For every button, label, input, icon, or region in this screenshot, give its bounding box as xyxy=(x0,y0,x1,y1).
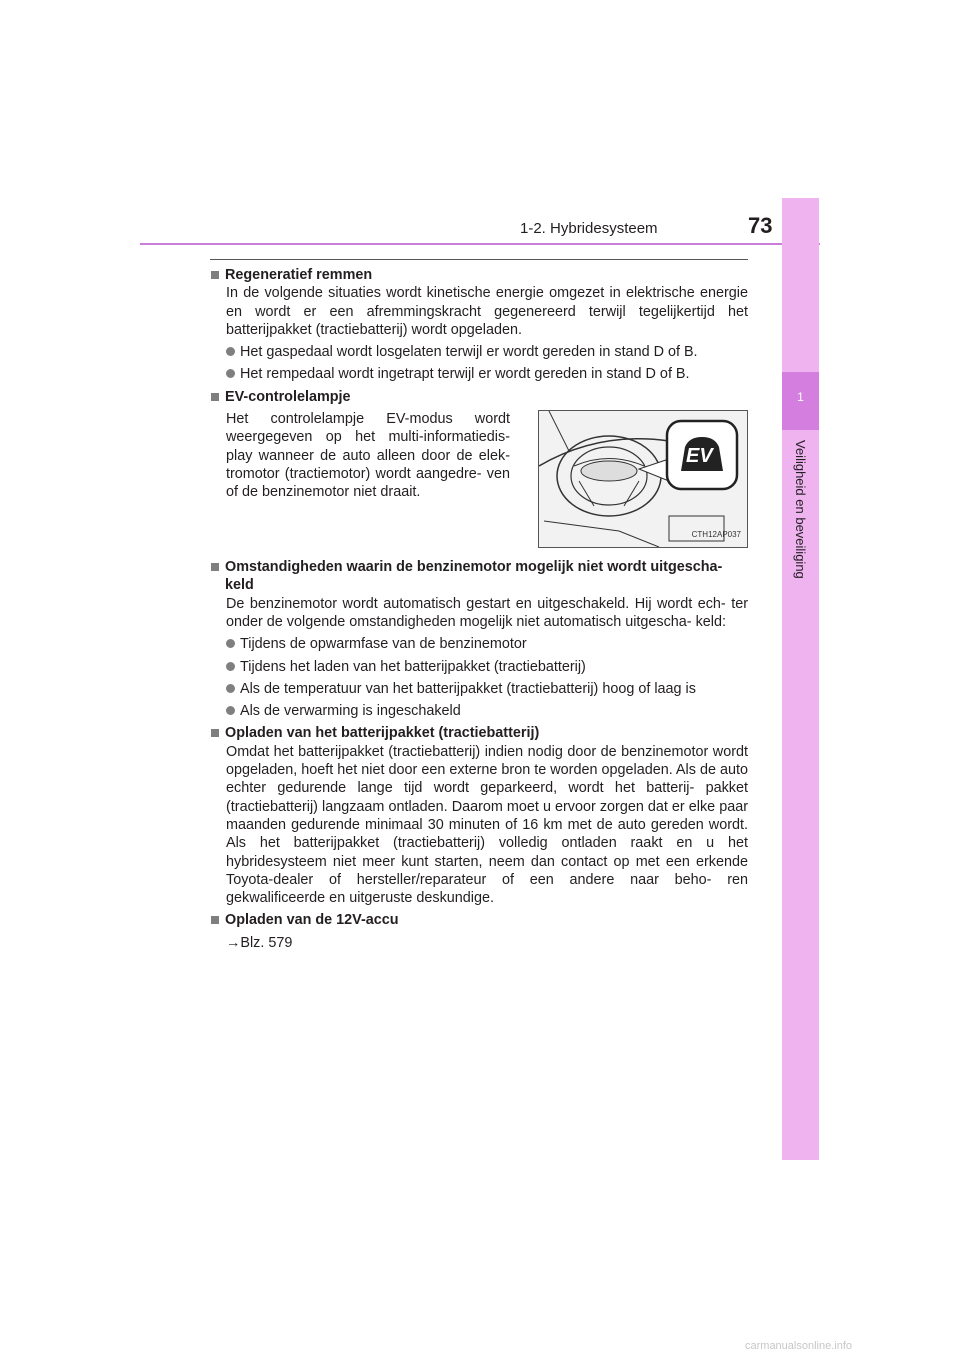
section-body: In de volgende situaties wordt kinetische energie omgezet in elektrische energie en wordt er een afremmingskracht gegenereerd terwijl tegelijkertijd het batterijpakket (tractiebatterij) wordt opgeladen. xyxy=(226,285,748,338)
list-item xyxy=(226,365,748,383)
ev-indicator-icon: EV xyxy=(686,445,713,468)
list-item-text: Tijdens de opwarmfase van de benzinemotor xyxy=(240,636,527,653)
round-bullet-icon xyxy=(226,684,235,693)
list-item-text: Tijdens het laden van het batterijpakket (tractiebatterij) xyxy=(240,658,586,675)
header-section-title: 1-2. Hybridesysteem xyxy=(520,220,658,237)
square-bullet-icon xyxy=(211,271,219,279)
section-heading xyxy=(210,266,748,284)
round-bullet-icon xyxy=(226,662,235,671)
ev-block xyxy=(226,410,748,548)
section-engine xyxy=(210,558,748,720)
section-accu xyxy=(210,911,748,952)
side-tab xyxy=(782,198,819,1160)
section-heading xyxy=(210,911,748,929)
list-item xyxy=(226,343,748,361)
round-bullet-icon xyxy=(226,347,235,356)
list-item-text: Als de verwarming is ingeschakeld xyxy=(240,703,461,720)
section-heading xyxy=(210,388,748,406)
list-item-text: Het rempedaal wordt ingetrapt terwijl er wordt gereden in stand D of B. xyxy=(240,366,690,383)
list-item xyxy=(226,680,748,698)
section-body: Omdat het batterijpakket (tractiebatterij) indien nodig door de benzinemotor wordt opgeladen, hoeft het niet door een externe bron te worden opgeladen. Als de auto echter gedurende lange tijd wordt geparkeerd, wordt het batterij- pakket (tractiebatterij) langzaam ontladen. Daarom moet u ervoor zorgen dat er elke paar maanden gedurende minimaal 30 minuten of 16 km met de auto gereden wordt. Als het batterijpakket (tractiebatterij) volledig ontladen raakt en u het hybridesysteem niet meer kunt starten, neem dan contact op met een erkende Toyota-dealer of hersteller/reparateur of een andere naar beho- ren gekwalificeerde en uitgeruste deskundige. xyxy=(226,743,748,907)
list-item xyxy=(226,635,748,653)
content-divider xyxy=(210,259,748,260)
list-item xyxy=(226,702,748,720)
list-item-text: Het gaspedaal wordt losgelaten terwijl er wordt gereden in stand D of B. xyxy=(240,344,698,361)
section-body: Het controlelampje EV-modus wordt weergegeven op het multi-informatiedis- play wanneer de auto alleen door de elek- tromotor (tractiemotor) wordt aangedre- ven of de benzinemotor niet draait. xyxy=(226,411,510,501)
section-heading xyxy=(210,558,748,595)
header-divider xyxy=(140,243,820,245)
section-title: EV-controlelampje xyxy=(225,388,351,405)
section-regen xyxy=(210,266,748,384)
list-item-text: Als de temperatuur van het batterijpakket (tractiebatterij) hoog of laag is xyxy=(240,680,696,697)
section-ev xyxy=(210,388,748,548)
section-charging xyxy=(210,724,748,907)
page-content xyxy=(210,262,748,952)
section-title: Opladen van het batterijpakket (tractiebatterij) xyxy=(225,725,540,742)
dashboard-illustration xyxy=(538,410,748,548)
section-title: Opladen van de 12V-accu xyxy=(225,912,399,929)
round-bullet-icon xyxy=(226,369,235,378)
side-tab-number: 1 xyxy=(797,390,804,404)
square-bullet-icon xyxy=(211,393,219,401)
figure-code: CTH12AP037 xyxy=(691,529,741,539)
page-number: 73 xyxy=(748,213,773,238)
square-bullet-icon xyxy=(211,916,219,924)
section-title: Regeneratief remmen xyxy=(225,267,373,283)
round-bullet-icon xyxy=(226,706,235,715)
list-item xyxy=(226,658,748,676)
section-body: De benzinemotor wordt automatisch gestart en uitgeschakeld. Hij wordt ech- ter onder de volgende omstandigheden mogelijk niet automatisch uitgescha- keld: xyxy=(226,595,748,630)
square-bullet-icon xyxy=(211,729,219,737)
side-tab-label: Veiligheid en beveiliging xyxy=(793,440,808,579)
square-bullet-icon xyxy=(211,563,219,571)
page-reference-link[interactable]: →Blz. 579 xyxy=(226,934,293,951)
section-title: Omstandigheden waarin de benzinemotor mogelijk niet wordt uitgescha- keld xyxy=(225,559,723,594)
section-heading xyxy=(210,724,748,742)
footer-watermark: carmanualsonline.info xyxy=(745,1340,853,1352)
round-bullet-icon xyxy=(226,639,235,648)
